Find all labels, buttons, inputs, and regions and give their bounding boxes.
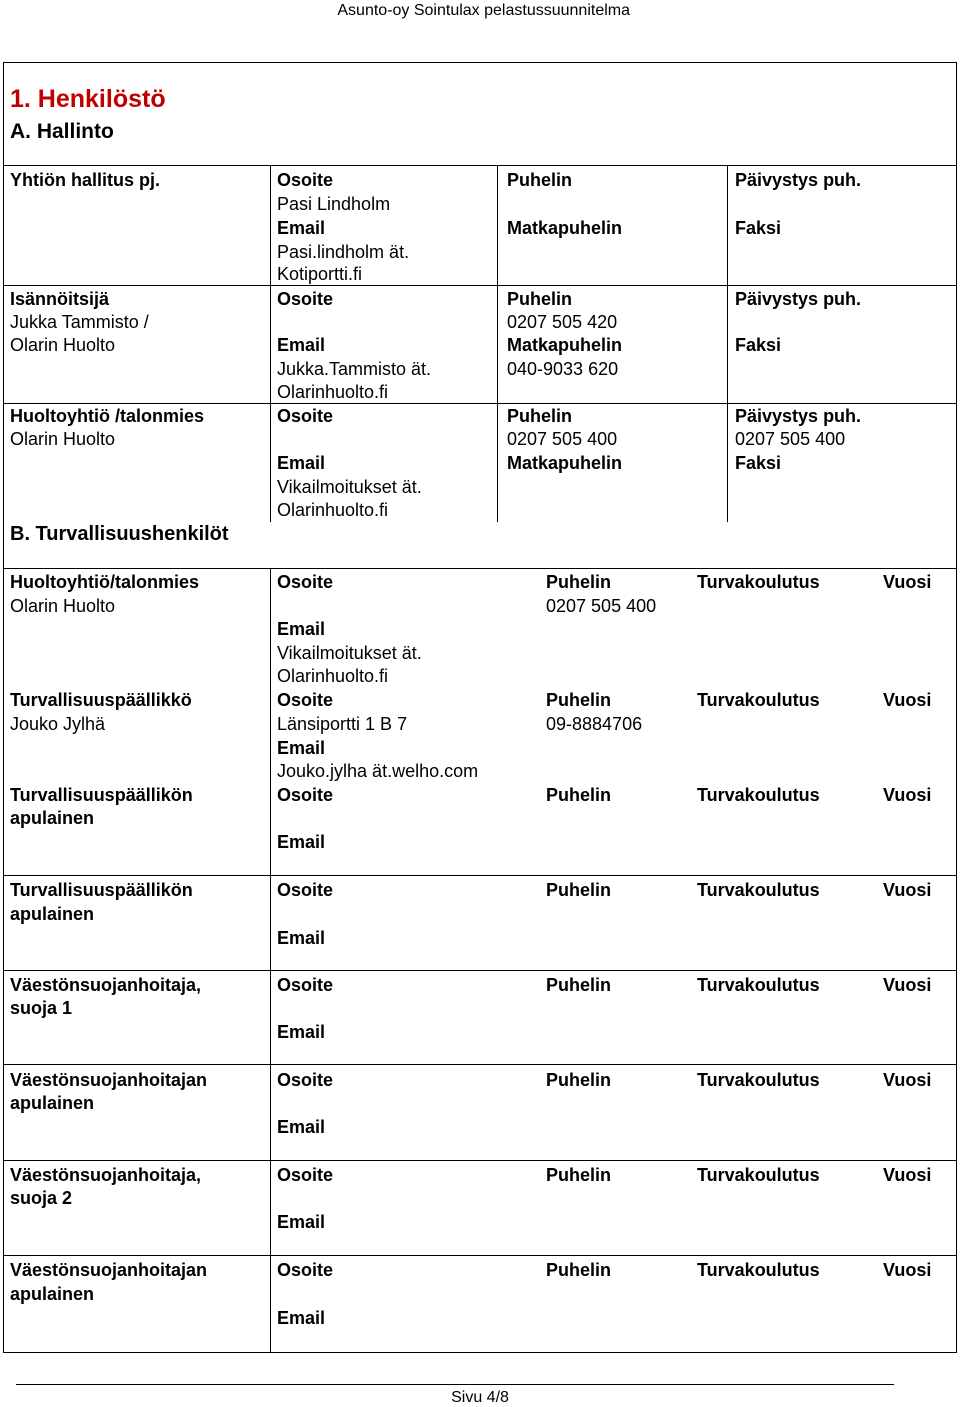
faksi-label: Faksi [735, 453, 782, 473]
role-label: Turvallisuuspäällikkö [10, 690, 192, 710]
role-label: Huoltoyhtiö /talonmies [10, 406, 205, 426]
role-label: Väestönsuojanhoitajan [10, 1070, 208, 1090]
turvakoulutus-label: Turvakoulutus [697, 1260, 820, 1280]
puhelin-label: Puhelin [546, 880, 612, 900]
paivystys-label: Päivystys puh. [735, 289, 862, 309]
email-value: Kotiportti.fi [277, 264, 363, 284]
osoite-value: Länsiportti 1 B 7 [277, 714, 408, 734]
vuosi-label: Vuosi [883, 1260, 932, 1280]
email-value: Olarinhuolto.fi [277, 382, 389, 402]
person-name: Jukka Tammisto / [10, 312, 149, 332]
puhelin-label: Puhelin [546, 690, 612, 710]
email-label: Email [277, 1022, 326, 1042]
email-label: Email [277, 738, 326, 758]
person-name: Olarin Huolto [10, 335, 116, 355]
puhelin-label: Puhelin [507, 289, 573, 309]
turvakoulutus-label: Turvakoulutus [697, 880, 820, 900]
puhelin-label: Puhelin [546, 572, 612, 592]
osoite-label: Osoite [277, 406, 334, 426]
puhelin-value: 0207 505 400 [507, 429, 618, 449]
person-name: Olarin Huolto [10, 596, 116, 616]
subsection-b-title: B. Turvallisuushenkilöt [10, 523, 229, 545]
puhelin-value: 0207 505 420 [507, 312, 618, 332]
faksi-label: Faksi [735, 335, 782, 355]
email-label: Email [277, 1308, 326, 1328]
person-name: Olarin Huolto [10, 429, 116, 449]
email-value: Olarinhuolto.fi [277, 666, 389, 686]
role-label: Turvallisuuspäällikön [10, 785, 193, 805]
role-label: Isännöitsijä [10, 289, 110, 309]
vuosi-label: Vuosi [883, 1070, 932, 1090]
role-label: apulainen [10, 904, 95, 924]
matkapuhelin-label: Matkapuhelin [507, 453, 623, 473]
osoite-label: Osoite [277, 1070, 334, 1090]
column-rule [270, 165, 271, 522]
email-label: Email [277, 453, 326, 473]
role-label: Huoltoyhtiö/talonmies [10, 572, 199, 592]
vuosi-label: Vuosi [883, 1165, 932, 1185]
vuosi-label: Vuosi [883, 572, 932, 592]
matkapuhelin-label: Matkapuhelin [507, 218, 623, 238]
email-label: Email [277, 832, 326, 852]
email-label: Email [277, 218, 326, 238]
puhelin-label: Puhelin [546, 975, 612, 995]
email-label: Email [277, 1117, 326, 1137]
table-rule [3, 1255, 957, 1256]
page-number: Sivu 4/8 [451, 1389, 509, 1406]
osoite-label: Osoite [277, 975, 334, 995]
puhelin-value: 0207 505 400 [546, 596, 657, 616]
vuosi-label: Vuosi [883, 785, 932, 805]
section-title: 1. Henkilöstö [10, 85, 166, 113]
email-value: Olarinhuolto.fi [277, 500, 389, 520]
puhelin-label: Puhelin [546, 785, 612, 805]
column-rule [270, 568, 271, 1353]
email-label: Email [277, 1212, 326, 1232]
email-label: Email [277, 928, 326, 948]
puhelin-label: Puhelin [507, 406, 573, 426]
puhelin-label: Puhelin [507, 170, 573, 190]
email-value: Pasi.lindholm ät. [277, 242, 410, 262]
table-rule [3, 970, 957, 971]
table-rule [3, 568, 957, 569]
osoite-label: Osoite [277, 880, 334, 900]
turvakoulutus-label: Turvakoulutus [697, 1165, 820, 1185]
faksi-label: Faksi [735, 218, 782, 238]
role-label: apulainen [10, 1093, 95, 1113]
role-label: Yhtiön hallitus pj. [10, 170, 160, 190]
osoite-label: Osoite [277, 690, 334, 710]
osoite-label: Osoite [277, 289, 334, 309]
matkapuhelin-value: 040-9033 620 [507, 359, 619, 379]
email-value: Vikailmoitukset ät. [277, 477, 422, 497]
turvakoulutus-label: Turvakoulutus [697, 785, 820, 805]
osoite-value: Pasi Lindholm [277, 194, 391, 214]
footer-rule [16, 1384, 894, 1385]
role-label: apulainen [10, 1284, 95, 1304]
email-label: Email [277, 335, 326, 355]
turvakoulutus-label: Turvakoulutus [697, 690, 820, 710]
table-rule [3, 285, 957, 286]
email-value: Jukka.Tammisto ät. [277, 359, 432, 379]
table-rule [3, 165, 957, 166]
role-label: Turvallisuuspäällikön [10, 880, 193, 900]
puhelin-label: Puhelin [546, 1070, 612, 1090]
email-value: Vikailmoitukset ät. [277, 643, 422, 663]
vuosi-label: Vuosi [883, 975, 932, 995]
osoite-label: Osoite [277, 1165, 334, 1185]
email-value: Jouko.jylha ät.welho.com [277, 761, 479, 781]
person-name: Jouko Jylhä [10, 714, 106, 734]
table-rule [3, 875, 957, 876]
turvakoulutus-label: Turvakoulutus [697, 572, 820, 592]
osoite-label: Osoite [277, 170, 334, 190]
role-label: Väestönsuojanhoitaja, [10, 1165, 202, 1185]
role-label: suoja 1 [10, 998, 73, 1018]
role-label: Väestönsuojanhoitajan [10, 1260, 208, 1280]
paivystys-value: 0207 505 400 [735, 429, 846, 449]
turvakoulutus-label: Turvakoulutus [697, 1070, 820, 1090]
paivystys-label: Päivystys puh. [735, 170, 862, 190]
paivystys-label: Päivystys puh. [735, 406, 862, 426]
vuosi-label: Vuosi [883, 880, 932, 900]
osoite-label: Osoite [277, 785, 334, 805]
column-rule [727, 165, 728, 522]
role-label: apulainen [10, 808, 95, 828]
column-rule [497, 165, 498, 522]
matkapuhelin-label: Matkapuhelin [507, 335, 623, 355]
puhelin-label: Puhelin [546, 1260, 612, 1280]
puhelin-value: 09-8884706 [546, 714, 643, 734]
turvakoulutus-label: Turvakoulutus [697, 975, 820, 995]
osoite-label: Osoite [277, 572, 334, 592]
subsection-a-title: A. Hallinto [10, 120, 114, 143]
table-rule [3, 1160, 957, 1161]
email-label: Email [277, 619, 326, 639]
puhelin-label: Puhelin [546, 1165, 612, 1185]
osoite-label: Osoite [277, 1260, 334, 1280]
role-label: suoja 2 [10, 1188, 73, 1208]
role-label: Väestönsuojanhoitaja, [10, 975, 202, 995]
document-header: Asunto-oy Sointulax pelastussuunnitelma [337, 2, 630, 19]
vuosi-label: Vuosi [883, 690, 932, 710]
table-rule [3, 1064, 957, 1065]
